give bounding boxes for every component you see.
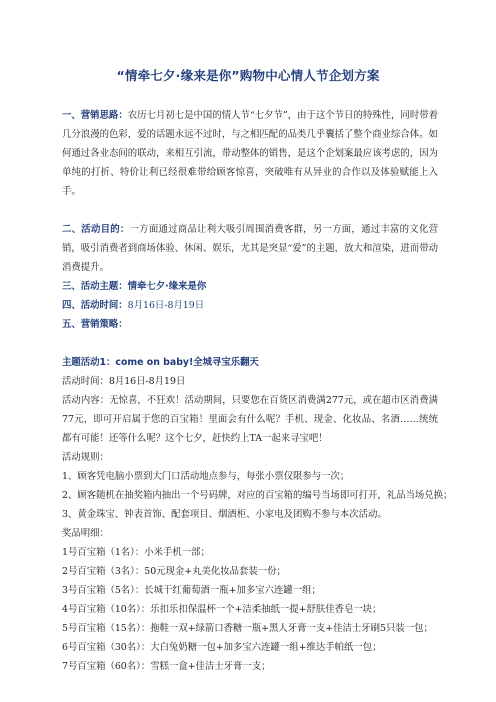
section-label: 四、活动时间： bbox=[62, 300, 128, 311]
section-label: 一、营销思路： bbox=[62, 110, 128, 121]
rules-title bbox=[62, 448, 438, 467]
list-item: 3、黄金珠宝、钟表首饰、配套项目、烟酒柜、小家电及团购不参与本次活动。 bbox=[62, 509, 387, 520]
list-item: 1、顾客凭电脑小票到大门口活动地点参与，每张小票仅限参与一次； bbox=[62, 471, 350, 482]
activity-time bbox=[62, 372, 438, 391]
prizes-title-text: 奖品明细： bbox=[62, 528, 109, 539]
activity-title bbox=[62, 353, 438, 372]
activity-content bbox=[62, 391, 438, 448]
prizes-title bbox=[62, 524, 438, 543]
section-purpose bbox=[62, 220, 438, 277]
section-label: 二、活动目的： bbox=[62, 224, 130, 235]
section-time bbox=[62, 296, 438, 315]
section-text: 情牵七夕·缘来是你 bbox=[127, 281, 207, 292]
activity-time-text: 活动时间：8月16日-8月19日 bbox=[62, 376, 186, 387]
section-strategy bbox=[62, 315, 438, 334]
list-item: 5号百宝箱（15名）：拖鞋一双+绿箭口香糖一瓶+黑人牙膏一支+佳洁士牙刷5只装一包； bbox=[62, 623, 433, 634]
rules-title-text: 活动规则： bbox=[62, 452, 109, 463]
list-item: 7号百宝箱（60名）：雪糕一盒+佳洁士牙膏一支； bbox=[62, 661, 271, 672]
section-text: 8月16日-8月19日 bbox=[127, 300, 205, 311]
list-item: 2、顾客随机在抽奖箱内抽出一个号码牌，对应的百宝箱的编号当场即可打开，礼品当场兑换； bbox=[62, 490, 453, 501]
list-item: 2号百宝箱（3名）：50元现金+丸美化妆品套装一份； bbox=[62, 566, 286, 577]
prizes-list bbox=[62, 543, 438, 676]
section-text: 一方面通过商品让利大吸引周围消费客群，另一方面，通过丰富的文化营销，吸引消费者到商场体验、休闲、娱乐，尤其是突显“爱”的主题，放大和渲染，进而带动消费提升。 bbox=[62, 224, 438, 273]
list-item: 6号百宝箱（30名）：大白兔奶糖一包+加多宝六连罐一组+维达手帕纸一包； bbox=[62, 642, 382, 653]
activity-content-text: 活动内容：无惊喜，不狂欢！活动期间，只要您在百货区消费满277元，或在超市区消费满77元，即可开启属于您的百宝箱！里面会有什么呢？手机、现金、化妆品、名酒……统统都有可能！还等什么呢？这个七夕，赶快约上TA一起来寻宝吧！ bbox=[62, 395, 438, 444]
list-item: 1号百宝箱（1名）：小米手机一部； bbox=[62, 547, 210, 558]
list-item: 3号百宝箱（5名）：长城干红葡萄酒一瓶+加多宝六连罐一组； bbox=[62, 585, 321, 596]
section-marketing-idea bbox=[62, 106, 438, 201]
section-theme bbox=[62, 277, 438, 296]
activity-title-text: 主题活动1：come on baby!全城寻宝乐翻天 bbox=[62, 357, 259, 368]
list-item: 4号百宝箱（10名）：乐扣乐扣保温杯一个+洁柔抽纸一提+舒肤佳香皂一块； bbox=[62, 604, 382, 615]
section-label: 三、活动主题： bbox=[62, 281, 128, 292]
section-label: 五、营销策略： bbox=[62, 319, 128, 330]
section-text: 农历七月初七是中国的情人节“七夕节”，由于这个节日的特殊性，同时带着几分浪漫的色彩，爱的话题永远不过时，与之相匹配的品类几乎囊括了整个商业综合体。如何通过各业态间的联动，来相互引流，带动整体的销售，是这个企划案最应该考虑的，因为单纯的打折、特价让利已经很难带给顾客惊喜，突破唯有从异业的合作以及体验赋能上入手。 bbox=[62, 110, 438, 197]
rules-list bbox=[62, 467, 453, 524]
document-title: “情牵七夕·缘来是你”购物中心情人节企划方案 bbox=[116, 68, 380, 83]
